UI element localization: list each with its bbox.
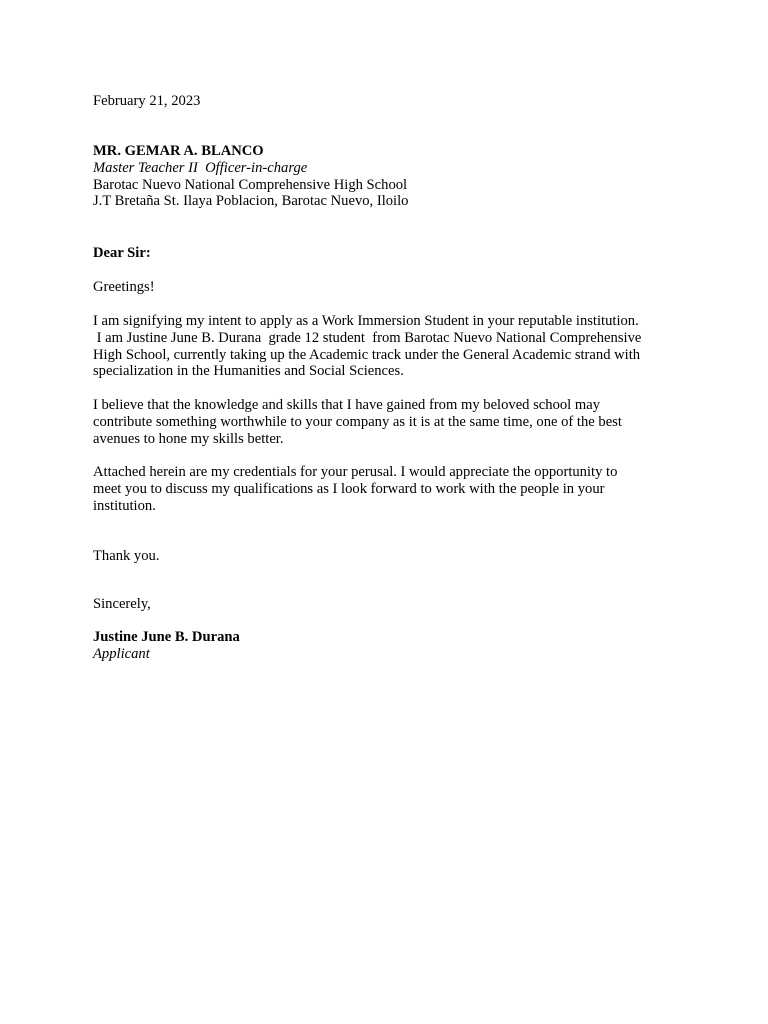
signatory-title: Applicant [93, 645, 150, 662]
recipient-block [93, 143, 693, 210]
greeting [93, 279, 693, 296]
greeting-text: Greetings! [93, 279, 155, 295]
salutation [93, 245, 693, 262]
recipient-address: J.T Bretaña St. Ilaya Poblacion, Barotac Nuevo, Iloilo [93, 193, 409, 210]
paragraph-line: I am signifying my intent to apply as a Work Immersion Student in your reputable institution. [93, 313, 639, 329]
body-paragraph-2 [93, 397, 693, 447]
paragraph-line: Attached herein are my credentials for your perusal. I would appreciate the opportunity to [93, 464, 618, 480]
recipient-school: Barotac Nuevo National Comprehensive High School [93, 176, 408, 193]
paragraph-line: contribute something worthwhile to your company as it is at the same time, one of the best [93, 413, 622, 430]
paragraph-line: High School, currently taking up the Academic track under the General Academic strand with [93, 346, 641, 363]
closing [93, 596, 693, 613]
paragraph-line: I am Justine June B. Durana grade 12 student from Barotac Nuevo National Comprehensive [93, 329, 642, 346]
thanks-text: Thank you. [93, 548, 160, 564]
signatory-name: Justine June B. Durana [93, 629, 240, 645]
paragraph-line: meet you to discuss my qualifications as I look forward to work with the people in your [93, 480, 605, 497]
letter-date [93, 93, 693, 110]
signature-block [93, 629, 693, 663]
paragraph-line: avenues to hone my skills better. [93, 430, 284, 447]
paragraph-line: institution. [93, 497, 156, 514]
body-paragraph-1 [93, 313, 693, 380]
paragraph-line: specialization in the Humanities and Social Sciences. [93, 363, 404, 380]
body-paragraph-3 [93, 464, 693, 514]
recipient-position: Master Teacher II Officer-in-charge [93, 159, 308, 176]
paragraph-line: I believe that the knowledge and skills that I have gained from my beloved school may [93, 397, 600, 413]
closing-text: Sincerely, [93, 596, 151, 612]
date-text: February 21, 2023 [93, 93, 201, 109]
thanks [93, 548, 693, 565]
salutation-text: Dear Sir: [93, 245, 151, 261]
recipient-name: MR. GEMAR A. BLANCO [93, 143, 264, 159]
